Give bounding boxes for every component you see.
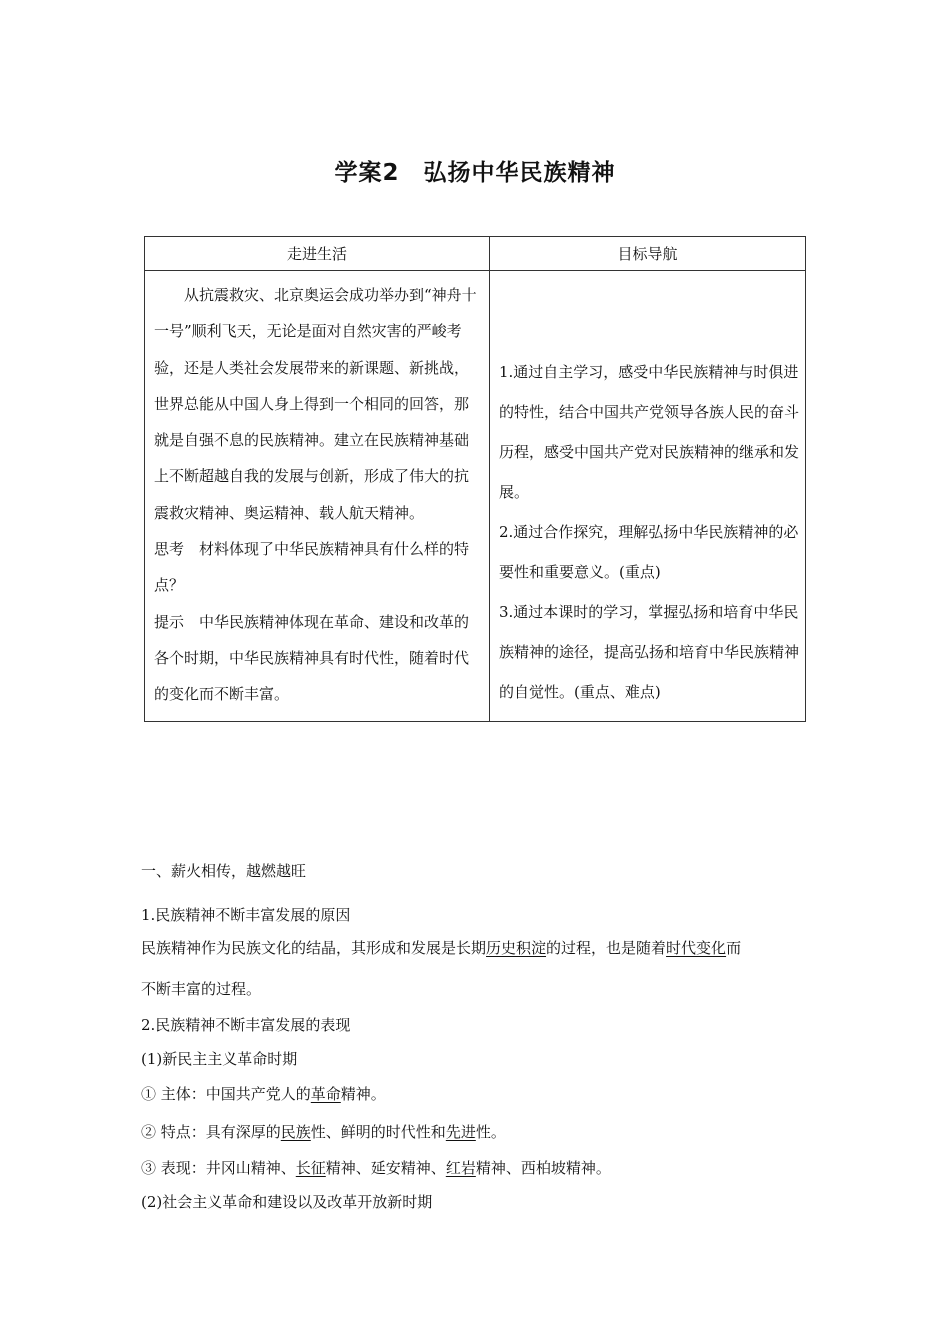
item-manifestations: ③ 表现：井冈山精神、长征精神、延安精神、红岩精神、西柏坡精神。 (141, 1159, 611, 1177)
reason-paragraph-line2: 不断丰富的过程。 (141, 980, 262, 998)
blank-answer: 历史积淀 (486, 939, 547, 957)
blank-answer: 长征 (295, 1159, 326, 1177)
life-cell (145, 271, 490, 722)
intro-table (144, 236, 806, 722)
header-life: 走进生活 (145, 237, 490, 271)
reason-paragraph-line1: 民族精神作为民族文化的结晶，其形成和发展是长期历史积淀的过程，也是随着时代变化而 (141, 939, 742, 957)
period-new-democratic: (1)新民主主义革命时期 (141, 1050, 298, 1068)
item-subject: ① 主体：中国共产党人的革命精神。 (141, 1085, 386, 1103)
blank-answer: 先进 (445, 1123, 476, 1141)
blank-answer: 时代变化 (666, 939, 727, 957)
section-heading: 一、薪火相传，越燃越旺 (141, 862, 307, 880)
item-features: ② 特点：具有深厚的民族性、鲜明的时代性和先进性。 (141, 1123, 506, 1141)
goals-cell (490, 271, 806, 722)
life-paragraph: 从抗震救灾、北京奥运会成功举办到“神舟十一号”顺利飞天，无论是面对自然灾害的严峻考验，还是人类社会发展带来的新课题、新挑战，世界总能从中国人身上得到一个相同的回答，那就是自强不息的民族精神。建立在民族精神基础上不断超越自我的发展与创新，形成了伟大的抗震救灾精神、奥运精神、载人航天精神。 (154, 286, 477, 522)
hint-answer: 提示 中华民族精神体现在革命、建设和改革的各个时期，中华民族精神具有时代性，随着时代的变化而不断丰富。 (154, 612, 470, 704)
blank-answer: 革命 (310, 1085, 341, 1103)
period-socialist: (2)社会主义革命和建设以及改革开放新时期 (141, 1193, 433, 1211)
header-goals: 目标导航 (490, 237, 806, 271)
page-title: 学案2 弘扬中华民族精神 (334, 160, 616, 186)
goal-item: 2.通过合作探究，理解弘扬中华民族精神的必要性和重要意义。(重点) (499, 523, 799, 581)
blank-answer: 红岩 (445, 1159, 476, 1177)
goal-item: 3.通过本课时的学习，掌握弘扬和培育中华民族精神的途径，提高弘扬和培育中华民族精神的自觉性。(重点、难点) (499, 603, 800, 701)
subheading-performance: 2.民族精神不断丰富发展的表现 (141, 1016, 351, 1034)
blank-answer: 民族 (280, 1123, 311, 1141)
think-question: 思考 材料体现了中华民族精神具有什么样的特点？ (154, 540, 470, 595)
goal-item: 1.通过自主学习，感受中华民族精神与时俱进的特性，结合中国共产党领导各族人民的奋斗历程，感受中国共产党对民族精神的继承和发展。 (499, 363, 800, 501)
subheading-reason: 1.民族精神不断丰富发展的原因 (141, 906, 351, 924)
